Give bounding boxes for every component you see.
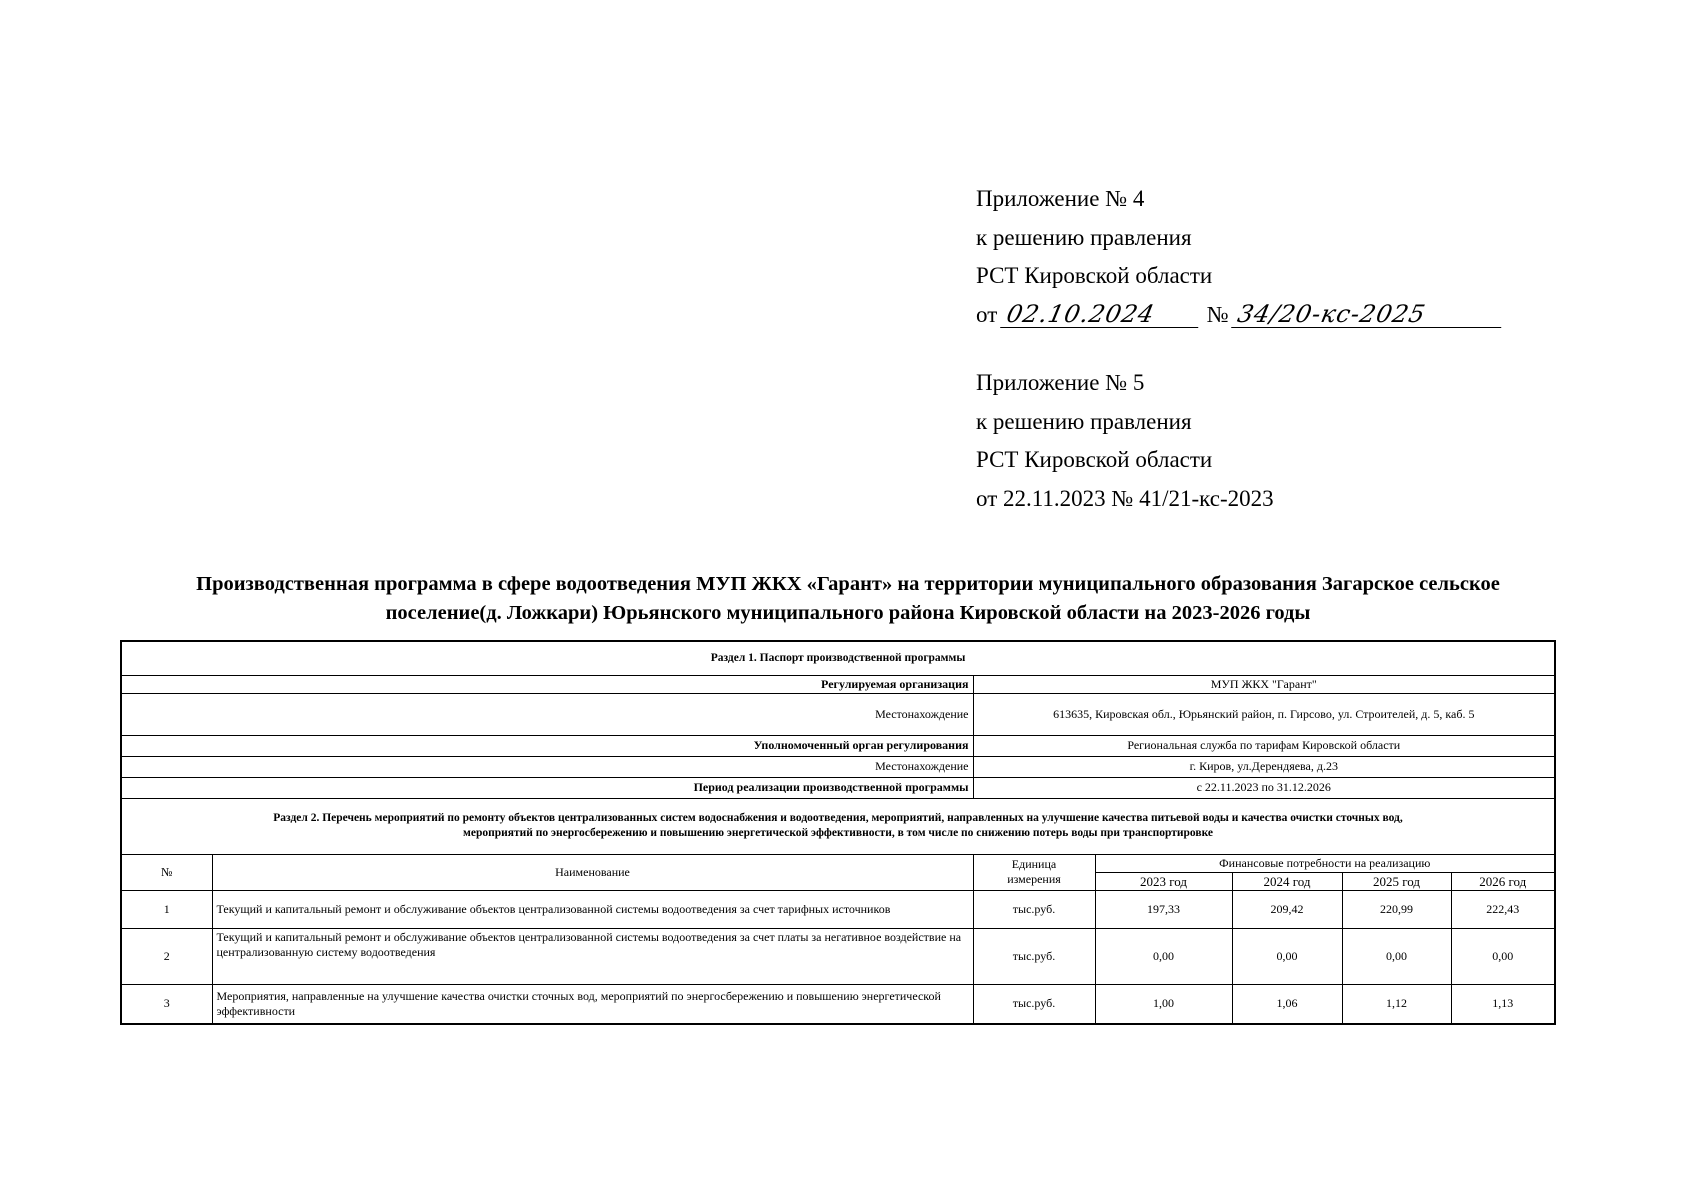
row-value-2023: 0,00 (1095, 928, 1232, 984)
row-num: 2 (121, 928, 212, 984)
row-name: Текущий и капитальный ремонт и обслуживание объектов централизованной системы водоотведения за счет тарифных источников (212, 890, 973, 928)
unit-header-line-1: Единица (1011, 857, 1057, 871)
appendix-5-decision: к решению правления (976, 408, 1192, 434)
table-header-row (121, 854, 1555, 872)
section-1-heading: Раздел 1. Паспорт производственной программы (121, 641, 1555, 675)
document-title (120, 570, 1576, 628)
appendix-4-decision: к решению правления (976, 224, 1192, 250)
appendix-5-block (976, 364, 1274, 518)
year-header: 2026 год (1451, 872, 1555, 890)
row-unit: тыс.руб. (973, 984, 1095, 1024)
section-2-heading (121, 798, 1555, 854)
from-label: от (976, 301, 998, 327)
document-title-line-2: поселение(д. Ложкари) Юрьянского муниципального района Кировской области на 2023-2026 годы (385, 602, 1311, 624)
passport-row (121, 735, 1555, 756)
handwritten-number: 34/20-кс-2025 (1232, 301, 1508, 328)
year-header: 2023 год (1095, 872, 1232, 890)
passport-value: Региональная служба по тарифам Кировской области (973, 735, 1555, 756)
passport-value: г. Киров, ул.Дерендяева, д.23 (973, 756, 1555, 777)
row-value-2026: 222,43 (1451, 890, 1555, 928)
table-row (121, 928, 1555, 984)
unit-header-line-2: измерения (1007, 872, 1061, 886)
appendix-5-title: Приложение № 5 (976, 370, 1145, 395)
section-1-heading-row (121, 641, 1555, 675)
passport-row (121, 777, 1555, 798)
row-unit: тыс.руб. (973, 928, 1095, 984)
section-2-heading-row (121, 798, 1555, 854)
row-value-2024: 209,42 (1232, 890, 1342, 928)
passport-value: 613635, Кировская обл., Юрьянский район, п. Гирсово, ул. Строителей, д. 5, каб. 5 (973, 693, 1555, 735)
row-value-2026: 1,13 (1451, 984, 1555, 1024)
row-value-2023: 1,00 (1095, 984, 1232, 1024)
passport-label: Местонахождение (121, 693, 973, 735)
row-value-2025: 1,12 (1342, 984, 1451, 1024)
year-header: 2025 год (1342, 872, 1451, 890)
row-value-2025: 220,99 (1342, 890, 1451, 928)
row-num: 3 (121, 984, 212, 1024)
appendix-4-authority: РСТ Кировской области (976, 263, 1213, 288)
appendix-4-date-line (976, 296, 1504, 335)
section-2-heading-line-1: Раздел 2. Перечень мероприятий по ремонту объектов централизованных систем водоснабжения и водоотведения, мероприятий, направленных на улучшение качества питьевой воды и качества очистки сточных вод, (273, 812, 1403, 824)
name-header: Наименование (212, 854, 973, 890)
number-label: № (1206, 301, 1229, 327)
row-value-2026: 0,00 (1451, 928, 1555, 984)
appendix-4-block (976, 180, 1504, 334)
row-name: Текущий и капитальный ремонт и обслуживание объектов централизованной системы водоотведения за счет платы за негативное воздействие на централизованную систему водоотведения (212, 928, 973, 984)
row-value-2025: 0,00 (1342, 928, 1451, 984)
appendix-5-date-line: от 22.11.2023 № 41/21-кс-2023 (976, 485, 1274, 511)
passport-label: Период реализации производственной программы (121, 777, 973, 798)
passport-label: Уполномоченный орган регулирования (121, 735, 973, 756)
passport-row (121, 675, 1555, 693)
passport-row (121, 756, 1555, 777)
finance-header: Финансовые потребности на реализацию (1095, 854, 1555, 872)
appendix-5-authority: РСТ Кировской области (976, 447, 1213, 472)
handwritten-date: 02.10.2024 (1000, 301, 1204, 328)
row-unit: тыс.руб. (973, 890, 1095, 928)
passport-value: с 22.11.2023 по 31.12.2026 (973, 777, 1555, 798)
row-value-2024: 0,00 (1232, 928, 1342, 984)
appendix-4-title: Приложение № 4 (976, 186, 1145, 211)
unit-header (973, 854, 1095, 890)
row-value-2024: 1,06 (1232, 984, 1342, 1024)
section-2-heading-line-2: мероприятий по энергосбережению и повышению энергетической эффективности, в том числе по снижению потерь воды при транспортировке (463, 827, 1214, 839)
document-title-line-1: Производственная программа в сфере водоотведения МУП ЖКХ «Гарант» на территории муниципального образования Загарское сельское (196, 573, 1500, 595)
num-header: № (121, 854, 212, 890)
row-value-2023: 197,33 (1095, 890, 1232, 928)
table-row (121, 890, 1555, 928)
row-name: Мероприятия, направленные на улучшение качества очистки сточных вод, мероприятий по энергосбережению и повышению энергетической эффективности (212, 984, 973, 1024)
program-table (120, 640, 1556, 1025)
passport-label: Местонахождение (121, 756, 973, 777)
passport-row (121, 693, 1555, 735)
passport-value: МУП ЖКХ "Гарант" (973, 675, 1555, 693)
row-num: 1 (121, 890, 212, 928)
table-row (121, 984, 1555, 1024)
passport-label: Регулируемая организация (121, 675, 973, 693)
year-header: 2024 год (1232, 872, 1342, 890)
